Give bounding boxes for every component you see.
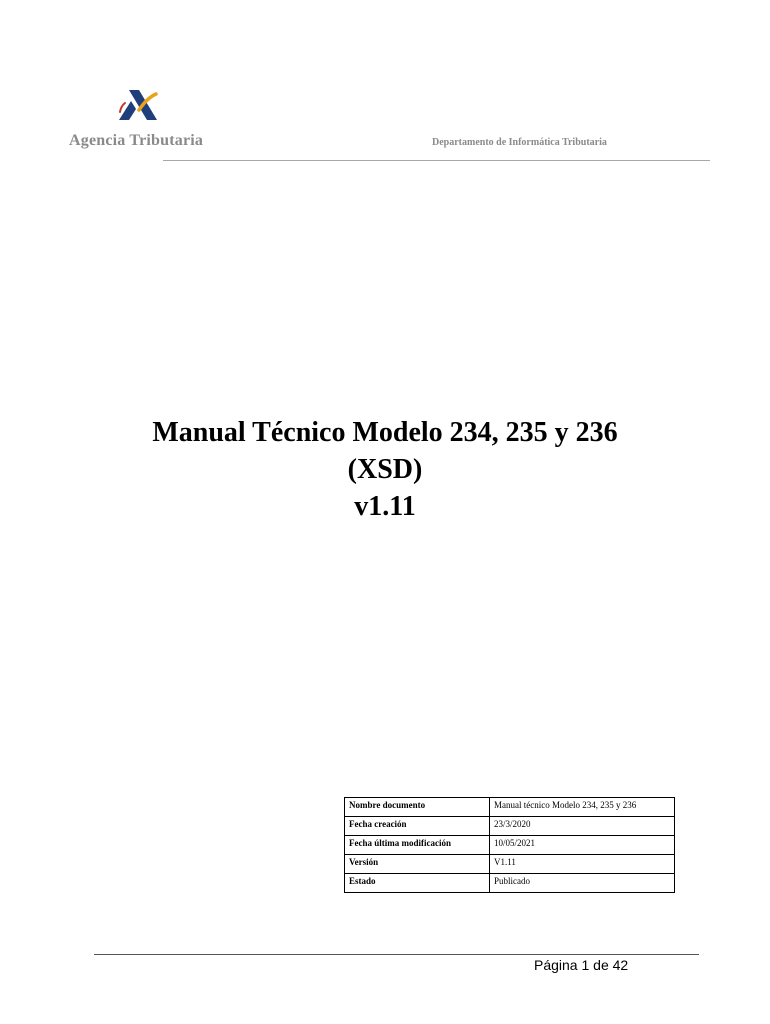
version-value: V1.11 [490, 855, 675, 874]
doc-name-label: Nombre documento [345, 798, 490, 817]
header-divider [163, 160, 710, 161]
title-line-1: Manual Técnico Modelo 234, 235 y 236 [152, 417, 618, 448]
table-row [345, 855, 675, 874]
title-line-3: v1.11 [354, 491, 416, 522]
doc-name-value: Manual técnico Modelo 234, 235 y 236 [490, 798, 675, 817]
modified-date-label: Fecha última modificación [345, 836, 490, 855]
footer-divider [94, 954, 699, 955]
status-value: Publicado [490, 874, 675, 893]
table-row [345, 817, 675, 836]
modified-date-value: 10/05/2021 [490, 836, 675, 855]
document-title [0, 414, 770, 525]
title-line-2: (XSD) [347, 454, 423, 485]
table-row [345, 798, 675, 817]
status-label: Estado [345, 874, 490, 893]
version-label: Versión [345, 855, 490, 874]
creation-date-label: Fecha creación [345, 817, 490, 836]
table-row [345, 874, 675, 893]
table-row [345, 836, 675, 855]
agency-name: Agencia Tributaria [69, 132, 204, 149]
page-number: Página 1 de 42 [534, 957, 629, 973]
creation-date-value: 23/3/2020 [490, 817, 675, 836]
document-info-table [344, 797, 675, 893]
agencia-tributaria-logo [117, 88, 159, 122]
department-name: Departamento de Informática Tributaria [432, 137, 607, 148]
